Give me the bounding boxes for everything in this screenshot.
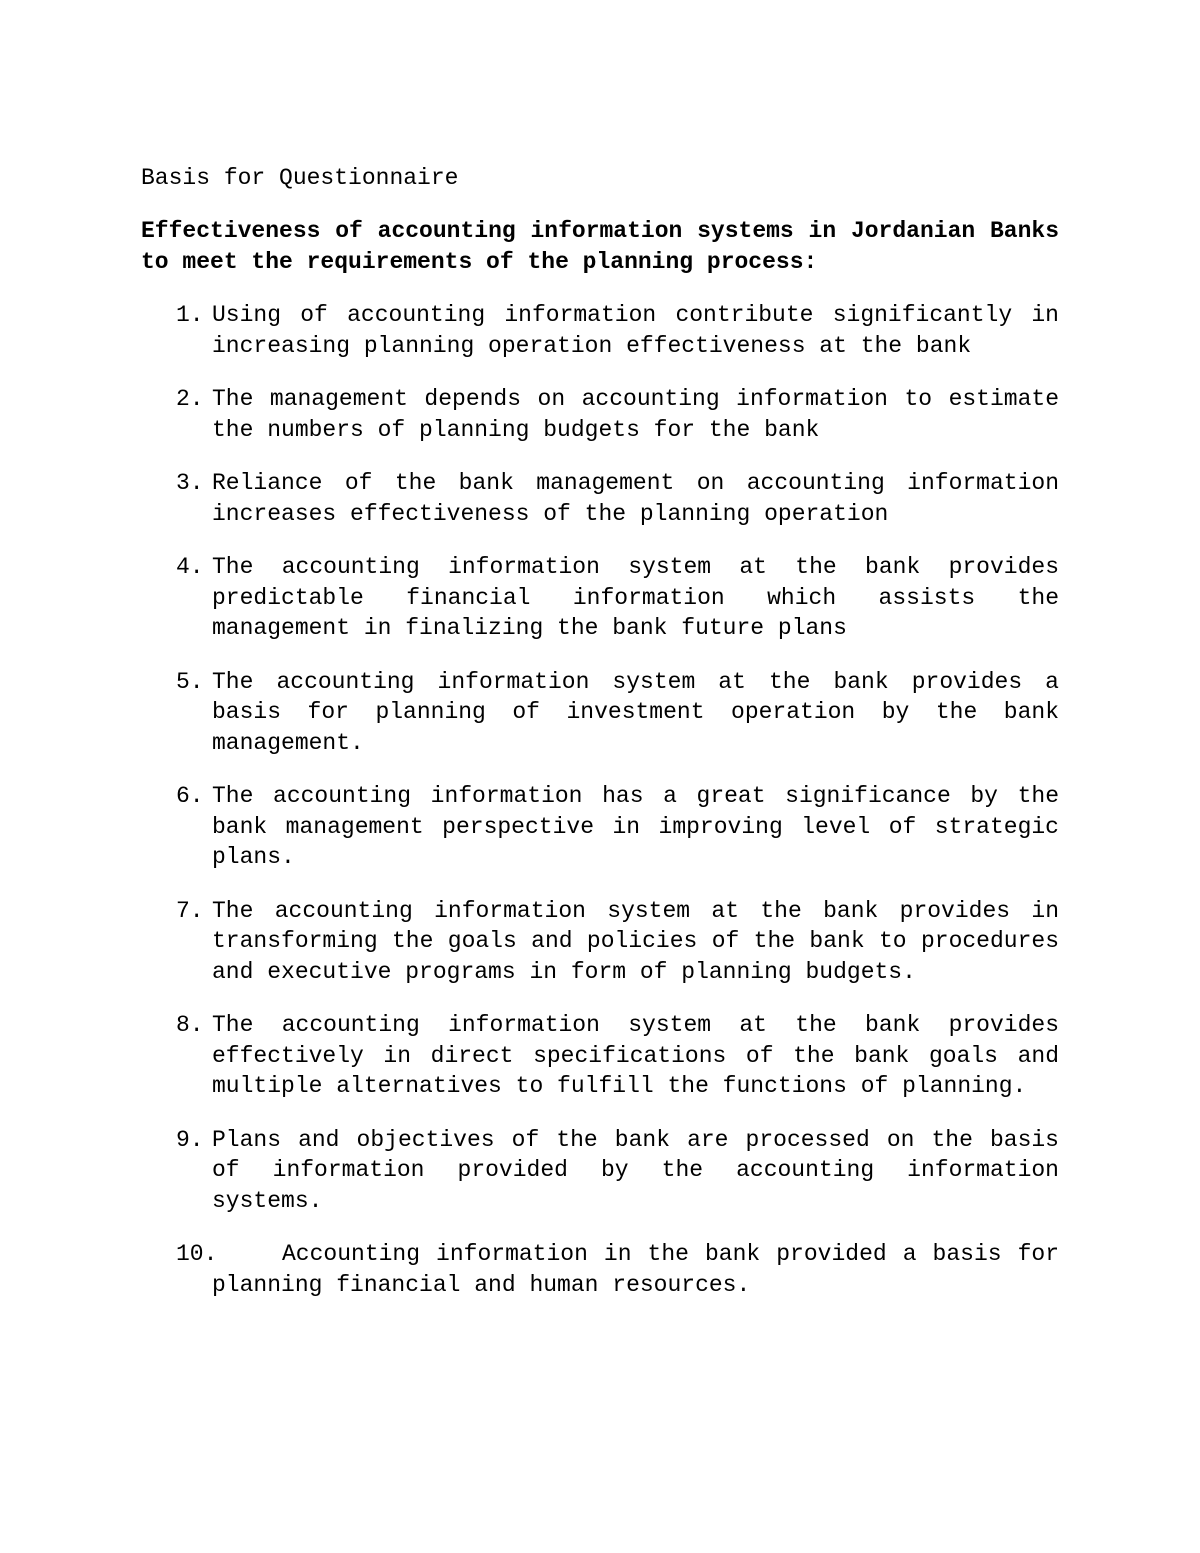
list-item	[141, 1010, 1059, 1102]
list-item	[141, 1125, 1059, 1217]
item-text: The management depends on accounting information to estimate the numbers of planning budgets for the bank	[212, 386, 1059, 443]
item-number: 4.	[176, 554, 204, 580]
list-item	[141, 1239, 1059, 1300]
list-item	[141, 781, 1059, 873]
item-text: Reliance of the bank management on accounting information increases effectiveness of the planning operation	[212, 470, 1059, 527]
item-text: The accounting information system at the bank provides in transforming the goals and policies of the bank to procedures and executive programs in form of planning budgets.	[212, 897, 1059, 985]
question-list	[141, 300, 1059, 1300]
document-page	[141, 163, 1059, 1323]
item-number: 7.	[176, 897, 204, 924]
item-number: 3.	[176, 470, 204, 496]
item-number: 9.	[176, 1126, 204, 1153]
item-text: The accounting information system at the bank provides a basis for planning of investment operation by the bank management.	[212, 668, 1059, 756]
item-text: The accounting information has a great significance by the bank management perspective in improving level of strategic plans.	[212, 783, 1059, 870]
item-number: 1.	[176, 302, 204, 328]
list-item	[141, 384, 1059, 445]
item-number: 8.	[176, 1012, 204, 1038]
item-text: Accounting information in the bank provided a basis for planning financial and human resources.	[212, 1241, 1059, 1298]
list-item	[141, 468, 1059, 529]
document-subheading: Effectiveness of accounting information systems in Jordanian Banks to meet the requirements of the planning process:	[141, 218, 1059, 275]
document-heading: Basis for Questionnaire	[141, 165, 459, 191]
item-text: Plans and objectives of the bank are processed on the basis of information provided by the accounting information systems.	[212, 1126, 1059, 1214]
item-number: 10.	[176, 1241, 218, 1267]
item-number: 5.	[176, 668, 204, 695]
list-item	[141, 896, 1059, 988]
list-item	[141, 300, 1059, 361]
list-item	[141, 667, 1059, 759]
item-text: Using of accounting information contribute significantly in increasing planning operation effectiveness at the bank	[212, 302, 1059, 359]
list-item	[141, 552, 1059, 644]
item-text: The accounting information system at the bank provides predictable financial information which assists the management in finalizing the bank future plans	[212, 554, 1059, 641]
item-number: 2.	[176, 386, 204, 412]
item-number: 6.	[176, 783, 204, 809]
item-text: The accounting information system at the bank provides effectively in direct specifications of the bank goals and multiple alternatives to fulfill the functions of planning.	[212, 1012, 1059, 1099]
